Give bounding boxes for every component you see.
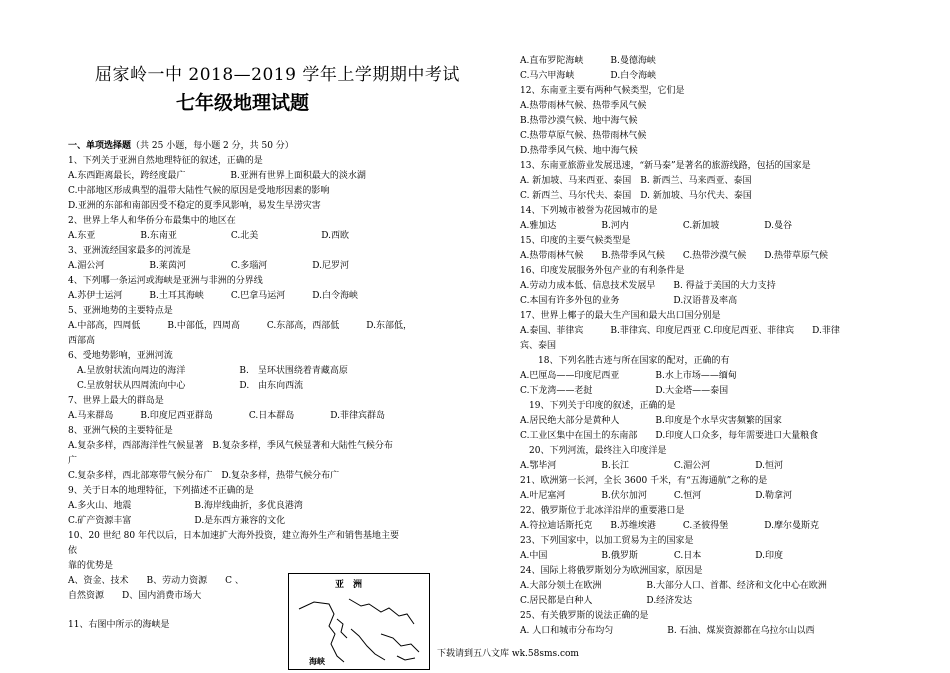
text-line: C.热带草原气候、热带雨林气候	[520, 131, 647, 141]
text-line: 23、下列国家中，以加工贸易为主的国家是	[520, 536, 694, 546]
text-line: 5、亚洲地势的主要特点是	[68, 306, 173, 316]
exam-title: 屈家岭一中 2018—2019 学年上学期期中考试	[95, 65, 460, 85]
text-line: C.下龙湾——老挝 D.大金塔——泰国	[520, 386, 729, 396]
text-line: C.矿产资源丰富 D.是东西方兼容的文化	[68, 516, 286, 526]
text-line: A.热带雨林气候 B.热带季风气候 C.热带沙漠气候 D.热带草原气候	[520, 251, 829, 261]
text-line: 7、世界上最大的群岛是	[68, 396, 164, 406]
map-label-asia: 亚 洲	[335, 580, 363, 590]
text-line: 16、印度发展服务外包产业的有利条件是	[520, 266, 685, 276]
text-line: A.巴厘岛——印度尼西亚 B.水上市场——缅甸	[520, 371, 737, 381]
text-line: 14、下列城市被誉为花园城市的是	[520, 206, 658, 216]
text-line: B.热带沙漠气候、地中海气候	[520, 116, 638, 126]
text-line: C.马六甲海峡 D.白令海峡	[520, 71, 657, 81]
text-line: A.中部高，四周低 B.中部低，四周高 C.东部高，西部低 D.东部低，	[68, 321, 413, 331]
text-line: A.东亚 B.东南亚 C.北美 D.西欧	[68, 231, 350, 241]
text-line: 依	[68, 546, 78, 556]
text-line: C.工业区集中在国土的东南部 D.印度人口众多，每年需要进口大量粮食	[520, 431, 819, 441]
text-line: A.直布罗陀海峡 B.曼德海峡	[520, 56, 656, 66]
right-question-list	[520, 54, 910, 639]
text-line: A.马来群岛 B.印度尼西亚群岛 C.日本群岛 D.菲律宾群岛	[68, 411, 386, 421]
text-line: A.热带雨林气候、热带季风气候	[520, 101, 647, 111]
text-line: 18、下列名胜古迹与所在国家的配对，正确的有	[520, 356, 730, 366]
text-line: 3、亚洲流经国家最多的河流是	[68, 246, 191, 256]
text-line: A.苏伊士运河 B.土耳其海峡 C.巴拿马运河 D.白令海峡	[68, 291, 359, 301]
section-note: （共 25 小题，每小题 2 分，共 50 分）	[131, 141, 294, 151]
text-line: C.呈放射状从四周流向中心 D. 由东向西流	[68, 381, 304, 391]
text-line: C.中部地区形成典型的温带大陆性气候的原因是受地形因素的影响	[68, 186, 330, 196]
text-line: 15、印度的主要气候类型是	[520, 236, 631, 246]
text-line: A.居民绝大部分是黄种人 B.印度是个水旱灾害频繁的国家	[520, 416, 782, 426]
text-line: 12、东南亚主要有两种气候类型，它们是	[520, 86, 685, 96]
text-line: A.大部分领土在欧洲 B.大部分人口、首都、经济和文化中心在欧洲	[520, 581, 827, 591]
text-line: 11、右图中所示的海峡是	[68, 620, 170, 630]
section-title: 一、单项选择题	[68, 141, 132, 151]
text-line: A.中国 B.俄罗斯 C.日本 D.印度	[520, 551, 784, 561]
text-line: 西部高	[68, 336, 96, 346]
text-line: D.热带季风气候、地中海气候	[520, 146, 638, 156]
text-line: 21、欧洲第一长河，全长 3600 千米，有“五海通航”之称的是	[520, 476, 768, 486]
text-line: C.复杂多样，西北部寒带气候分布广 D.复杂多样，热带气候分布广	[68, 471, 340, 481]
text-line: C.本国有许多外包的业务 D.汉语普及率高	[520, 296, 738, 306]
text-line: A. 人口和城市分布均匀 B. 石油、煤炭资源都在乌拉尔山以西	[520, 626, 815, 636]
text-line: 20、下列河流，最终注入印度洋是	[520, 446, 667, 456]
text-line: 19、下列关于印度的叙述，正确的是	[520, 401, 676, 411]
text-line: 10、20 世纪 80 年代以后，日本加速扩大海外投资，建立海外生产和销售基地主要	[68, 531, 399, 541]
right-column	[520, 54, 910, 639]
text-line: 广	[68, 456, 78, 466]
text-line: A.雅加达 B.河内 C.新加坡 D.曼谷	[520, 221, 793, 231]
text-line: 宾、泰国	[520, 341, 557, 351]
text-line: 24、国际上将俄罗斯划分为欧洲国家，原因是	[520, 566, 703, 576]
text-line: 1、下列关于亚洲自然地理特征的叙述，正确的是	[68, 156, 263, 166]
left-question-list	[68, 154, 438, 633]
footer-source: 下载请到五八文库 wk.58sms.com	[437, 649, 579, 659]
text-line: A、资金、技术 B、劳动力资源 C 、	[68, 576, 244, 586]
text-line: 13、东南亚旅游业发展迅速，“新马泰”是著名的旅游线路，包括的国家是	[520, 161, 811, 171]
text-line: 9、关于日本的地理特征，下列描述不正确的是	[68, 486, 254, 496]
text-line: A. 新加坡、马来西亚、泰国 B. 新西兰、马来西亚、泰国	[520, 176, 752, 186]
strait-map	[288, 573, 430, 670]
text-line: C. 新西兰、马尔代夫、泰国 D. 新加坡、马尔代夫、泰国	[520, 191, 752, 201]
text-line: 靠的优势是	[68, 561, 114, 571]
text-line: A.劳动力成本低、信息技术发展早 B. 得益于美国的大力支持	[520, 281, 776, 291]
text-line: A.东西距离最长，跨经度最广 B.亚洲有世界上面积最大的淡水湖	[68, 171, 366, 181]
text-line: 17、世界上椰子的最大生产国和最大出口国分别是	[520, 311, 721, 321]
text-line: C.居民都是白种人 D.经济发达	[520, 596, 693, 606]
left-column	[68, 139, 438, 633]
text-line: A.叶尼塞河 B.伏尔加河 C.恒河 D.勒拿河	[520, 491, 793, 501]
text-line: 22、俄罗斯位于北冰洋沿岸的重要港口是	[520, 506, 685, 516]
text-line: D.亚洲的东部和南部因受不稳定的夏季风影响，易发生旱涝灾害	[68, 201, 321, 211]
text-line: A.呈放射状流向周边的海洋 B. 呈环状围绕着青藏高原	[68, 366, 348, 376]
text-line: A.泰国、菲律宾 B.菲律宾、印度尼西亚 C.印度尼西亚、菲律宾 D.菲律	[520, 326, 840, 336]
text-line: A.复杂多样，西部海洋性气候显著 B.复杂多样，季风气候显著和大陆性气候分布	[68, 441, 393, 451]
text-line: A.鄂毕河 B.长江 C.湄公河 D.恒河	[520, 461, 784, 471]
section-heading	[68, 139, 438, 154]
text-line: 6、受地势影响，亚洲河流	[68, 351, 173, 361]
map-label-strait: 海峡	[309, 657, 325, 666]
text-line: 自然资源 D、国内消费市场大	[68, 591, 202, 601]
text-line: 2、世界上华人和华侨分布最集中的地区在	[68, 216, 236, 226]
subject-title: 七年级地理试题	[176, 92, 310, 114]
text-line: 25、有关俄罗斯的说法正确的是	[520, 611, 649, 621]
text-line: A.符拉迪话斯托克 B.苏维埃港 C.圣彼得堡 D.摩尔曼斯克	[520, 521, 820, 531]
text-line: A.多火山、地震 B.海岸线曲折，多优良港湾	[68, 501, 303, 511]
text-line: A.湄公河 B.莱茵河 C.多瑙河 D.尼罗河	[68, 261, 350, 271]
text-line: 8、亚洲气候的主要特征是	[68, 426, 173, 436]
text-line: 4、下列哪一条运河或海峡是亚洲与非洲的分界线	[68, 276, 263, 286]
